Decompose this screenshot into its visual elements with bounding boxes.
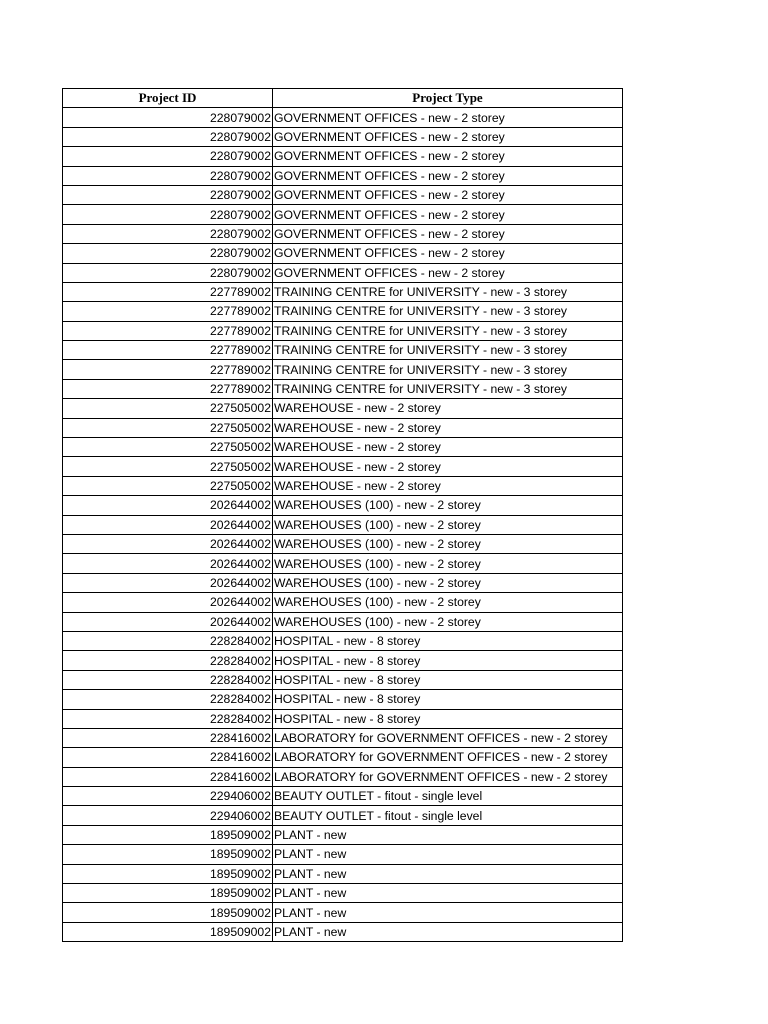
project-type-cell: WAREHOUSE - new - 2 storey (273, 457, 623, 476)
project-type-cell: PLANT - new (273, 903, 623, 922)
project-type-cell: WAREHOUSES (100) - new - 2 storey (273, 496, 623, 515)
project-id-cell: 228416002 (63, 728, 273, 747)
table-row (63, 515, 623, 534)
table-row (63, 651, 623, 670)
table-row (63, 806, 623, 825)
project-id-cell: 228079002 (63, 244, 273, 263)
table-row (63, 302, 623, 321)
table-row (63, 864, 623, 883)
project-id-cell: 202644002 (63, 612, 273, 631)
project-type-cell: PLANT - new (273, 922, 623, 941)
project-type-cell: TRAINING CENTRE for UNIVERSITY - new - 3 storey (273, 302, 623, 321)
table-row (63, 438, 623, 457)
table-row (63, 341, 623, 360)
table-row (63, 825, 623, 844)
project-id-cell: 189509002 (63, 922, 273, 941)
project-type-cell: TRAINING CENTRE for UNIVERSITY - new - 3 storey (273, 379, 623, 398)
project-type-cell: PLANT - new (273, 845, 623, 864)
project-id-cell: 227505002 (63, 438, 273, 457)
table-row (63, 922, 623, 941)
project-id-cell: 228079002 (63, 166, 273, 185)
project-id-cell: 228079002 (63, 108, 273, 127)
project-type-cell: GOVERNMENT OFFICES - new - 2 storey (273, 205, 623, 224)
project-id-cell: 227789002 (63, 282, 273, 301)
table-row (63, 612, 623, 631)
project-id-cell: 202644002 (63, 534, 273, 553)
project-id-cell: 228079002 (63, 185, 273, 204)
project-type-cell: LABORATORY for GOVERNMENT OFFICES - new - 2 storey (273, 748, 623, 767)
table-row (63, 573, 623, 592)
table-row (63, 534, 623, 553)
table-row (63, 631, 623, 650)
project-type-cell: WAREHOUSES (100) - new - 2 storey (273, 554, 623, 573)
table-row (63, 903, 623, 922)
project-type-cell: GOVERNMENT OFFICES - new - 2 storey (273, 166, 623, 185)
project-type-cell: TRAINING CENTRE for UNIVERSITY - new - 3 storey (273, 321, 623, 340)
header-row (63, 89, 623, 108)
project-type-cell: WAREHOUSE - new - 2 storey (273, 418, 623, 437)
table-row (63, 166, 623, 185)
table-row (63, 147, 623, 166)
table-row (63, 282, 623, 301)
project-id-cell: 202644002 (63, 573, 273, 592)
project-id-cell: 228284002 (63, 690, 273, 709)
project-type-cell: WAREHOUSES (100) - new - 2 storey (273, 612, 623, 631)
table-row (63, 476, 623, 495)
project-id-cell: 227789002 (63, 379, 273, 398)
table-row (63, 845, 623, 864)
project-id-cell: 228079002 (63, 147, 273, 166)
table-row (63, 690, 623, 709)
project-id-cell: 189509002 (63, 884, 273, 903)
project-id-cell: 228079002 (63, 263, 273, 282)
project-id-cell: 228079002 (63, 205, 273, 224)
project-type-cell: WAREHOUSES (100) - new - 2 storey (273, 593, 623, 612)
project-id-cell: 228284002 (63, 670, 273, 689)
project-type-cell: PLANT - new (273, 864, 623, 883)
project-id-cell: 202644002 (63, 496, 273, 515)
project-type-cell: WAREHOUSES (100) - new - 2 storey (273, 573, 623, 592)
project-type-cell: WAREHOUSE - new - 2 storey (273, 438, 623, 457)
project-type-cell: PLANT - new (273, 825, 623, 844)
table-row (63, 748, 623, 767)
table-row (63, 185, 623, 204)
table-row (63, 787, 623, 806)
project-type-cell: GOVERNMENT OFFICES - new - 2 storey (273, 244, 623, 263)
table-row (63, 670, 623, 689)
project-type-cell: PLANT - new (273, 884, 623, 903)
project-id-cell: 229406002 (63, 806, 273, 825)
project-id-cell: 228284002 (63, 631, 273, 650)
project-type-cell: HOSPITAL - new - 8 storey (273, 709, 623, 728)
project-id-cell: 227789002 (63, 321, 273, 340)
project-id-cell: 227789002 (63, 360, 273, 379)
project-type-cell: TRAINING CENTRE for UNIVERSITY - new - 3 storey (273, 341, 623, 360)
project-type-cell: GOVERNMENT OFFICES - new - 2 storey (273, 108, 623, 127)
project-type-cell: WAREHOUSE - new - 2 storey (273, 476, 623, 495)
table-row (63, 379, 623, 398)
project-type-cell: LABORATORY for GOVERNMENT OFFICES - new - 2 storey (273, 767, 623, 786)
table-row (63, 767, 623, 786)
project-type-cell: WAREHOUSES (100) - new - 2 storey (273, 534, 623, 553)
table-row (63, 496, 623, 515)
project-type-cell: GOVERNMENT OFFICES - new - 2 storey (273, 127, 623, 146)
project-type-cell: WAREHOUSE - new - 2 storey (273, 399, 623, 418)
table-row (63, 399, 623, 418)
table-row (63, 360, 623, 379)
table-row (63, 127, 623, 146)
table-row (63, 709, 623, 728)
project-id-cell: 202644002 (63, 515, 273, 534)
project-id-cell: 228284002 (63, 651, 273, 670)
project-id-cell: 228079002 (63, 127, 273, 146)
table-row (63, 593, 623, 612)
project-id-cell: 227789002 (63, 302, 273, 321)
project-type-cell: TRAINING CENTRE for UNIVERSITY - new - 3 storey (273, 282, 623, 301)
project-id-cell: 227505002 (63, 399, 273, 418)
project-type-cell: BEAUTY OUTLET - fitout - single level (273, 806, 623, 825)
project-type-cell: GOVERNMENT OFFICES - new - 2 storey (273, 224, 623, 243)
table-row (63, 205, 623, 224)
project-type-cell: HOSPITAL - new - 8 storey (273, 690, 623, 709)
table-row (63, 884, 623, 903)
project-id-cell: 227505002 (63, 457, 273, 476)
project-type-cell: LABORATORY for GOVERNMENT OFFICES - new - 2 storey (273, 728, 623, 747)
project-id-cell: 189509002 (63, 864, 273, 883)
project-type-cell: TRAINING CENTRE for UNIVERSITY - new - 3 storey (273, 360, 623, 379)
project-type-cell: HOSPITAL - new - 8 storey (273, 651, 623, 670)
project-id-cell: 189509002 (63, 845, 273, 864)
project-id-cell: 202644002 (63, 593, 273, 612)
project-id-cell: 228079002 (63, 224, 273, 243)
project-id-cell: 229406002 (63, 787, 273, 806)
project-id-cell: 189509002 (63, 825, 273, 844)
table-row (63, 321, 623, 340)
project-id-cell: 227505002 (63, 476, 273, 495)
table-row (63, 457, 623, 476)
project-type-cell: WAREHOUSES (100) - new - 2 storey (273, 515, 623, 534)
table-row (63, 244, 623, 263)
project-table (62, 88, 623, 942)
project-type-cell: GOVERNMENT OFFICES - new - 2 storey (273, 147, 623, 166)
project-id-cell: 228416002 (63, 767, 273, 786)
table-row (63, 728, 623, 747)
project-id-header: Project ID (63, 89, 273, 108)
project-type-cell: BEAUTY OUTLET - fitout - single level (273, 787, 623, 806)
project-id-cell: 228284002 (63, 709, 273, 728)
project-type-header: Project Type (273, 89, 623, 108)
table-row (63, 108, 623, 127)
project-type-cell: HOSPITAL - new - 8 storey (273, 670, 623, 689)
project-id-cell: 227505002 (63, 418, 273, 437)
project-type-cell: GOVERNMENT OFFICES - new - 2 storey (273, 185, 623, 204)
project-type-cell: GOVERNMENT OFFICES - new - 2 storey (273, 263, 623, 282)
project-type-cell: HOSPITAL - new - 8 storey (273, 631, 623, 650)
table-row (63, 418, 623, 437)
project-id-cell: 202644002 (63, 554, 273, 573)
table-row (63, 224, 623, 243)
project-id-cell: 227789002 (63, 341, 273, 360)
table-body (63, 108, 623, 942)
project-id-cell: 228416002 (63, 748, 273, 767)
table-row (63, 263, 623, 282)
table-row (63, 554, 623, 573)
project-id-cell: 189509002 (63, 903, 273, 922)
